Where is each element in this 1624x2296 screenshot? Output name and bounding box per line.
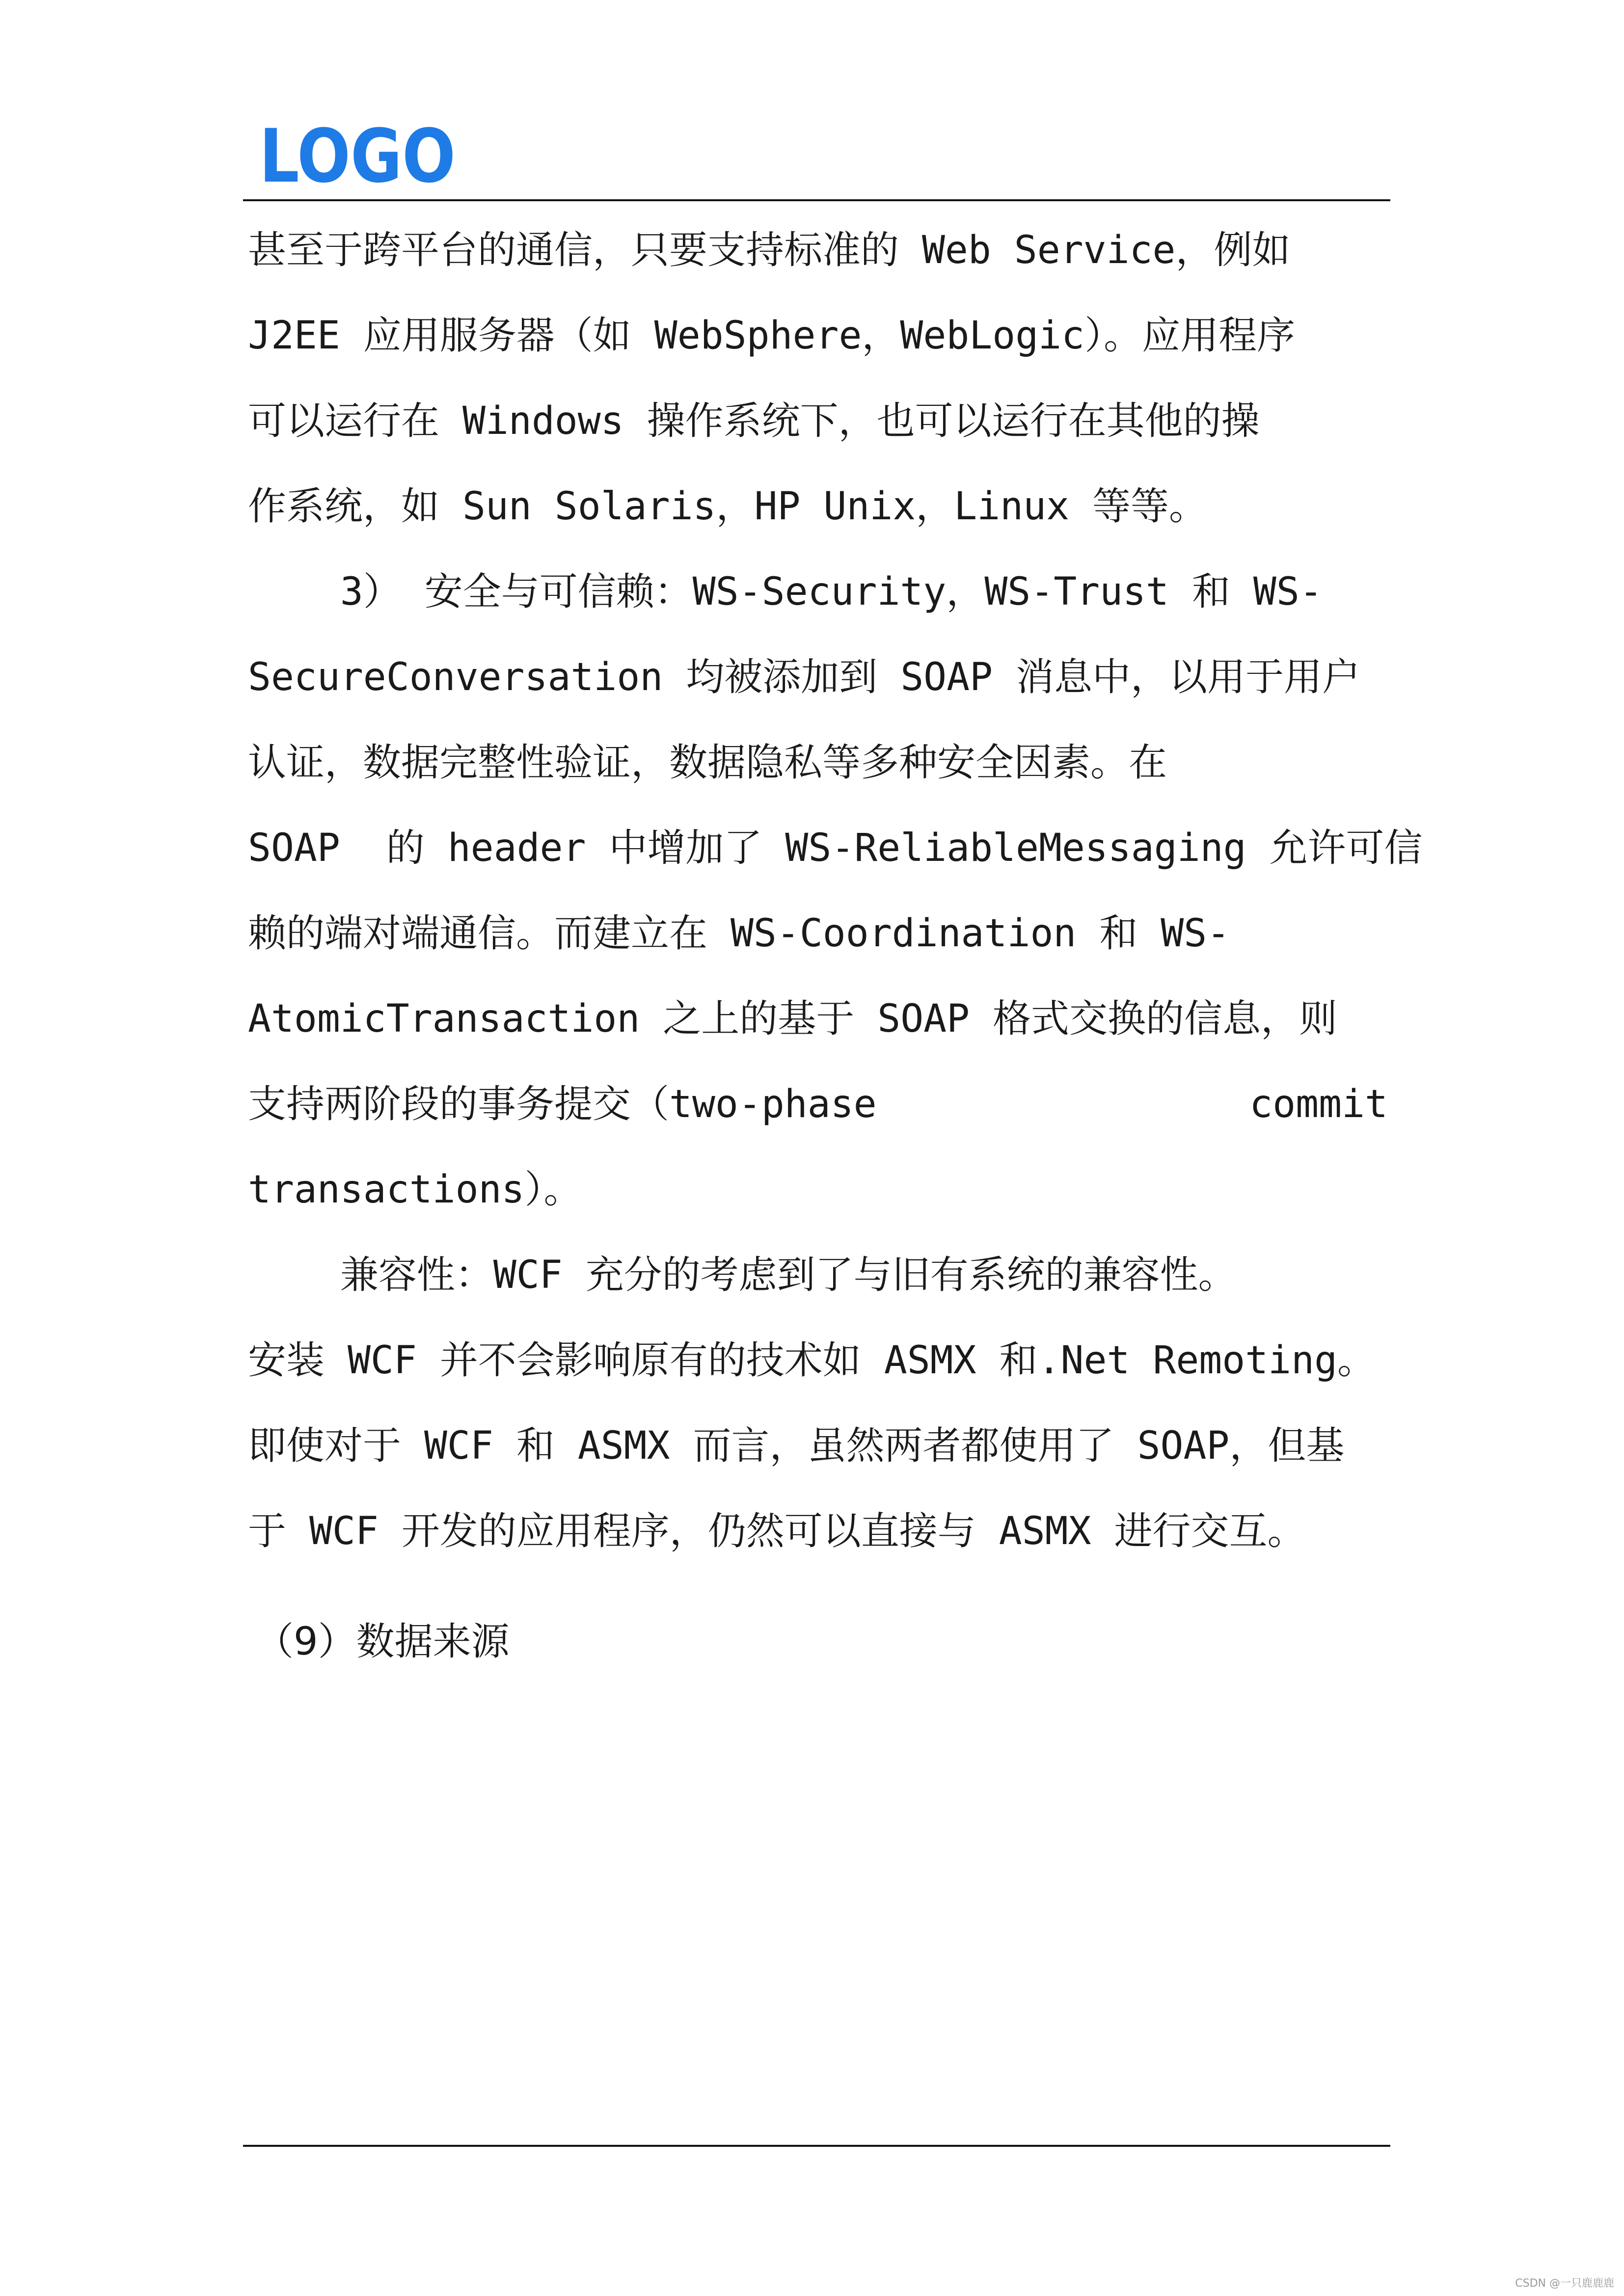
logo-text: LOGO <box>259 114 456 199</box>
text-line: transactions）。 <box>248 1168 582 1212</box>
text-line-justified <box>248 1080 1388 1129</box>
footer-divider <box>243 2145 1390 2147</box>
text-line: 即使对于 WCF 和 ASMX 而言，虽然两者都使用了 SOAP，但基 <box>248 1424 1345 1468</box>
text-line: 3） 安全与可信赖：WS-Security，WS-Trust 和 WS- <box>248 570 1323 614</box>
text-line: 作系统，如 Sun Solaris，HP Unix，Linux 等等。 <box>248 484 1207 529</box>
text-line: SecureConversation 均被添加到 SOAP 消息中，以用于用户 <box>248 655 1360 699</box>
header-divider <box>243 199 1390 201</box>
text-line: 可以运行在 Windows 操作系统下，也可以运行在其他的操 <box>248 399 1260 443</box>
text-line-right: commit <box>1249 1082 1388 1126</box>
text-line: 安装 WCF 并不会影响原有的技术如 ASMX 和.Net Remoting。 <box>248 1338 1376 1383</box>
text-line: SOAP 的 header 中增加了 WS-ReliableMessaging 允许可信 <box>248 826 1423 870</box>
text-line: J2EE 应用服务器（如 WebSphere，WebLogic）。应用程序 <box>248 314 1296 358</box>
logo <box>259 114 456 199</box>
text-line: 于 WCF 开发的应用程序，仍然可以直接与 ASMX 进行交互。 <box>248 1509 1306 1553</box>
section-heading: （9）数据来源 <box>255 1620 510 1664</box>
text-line-left: 支持两阶段的事务提交（two-phase <box>248 1082 877 1126</box>
text-line: 赖的端对端通信。而建立在 WS-Coordination 和 WS- <box>248 911 1230 956</box>
text-line: 认证，数据完整性验证，数据隐私等多种安全因素。在 <box>248 741 1167 785</box>
text-line: 甚至于跨平台的通信，只要支持标准的 Web Service，例如 <box>248 228 1291 272</box>
watermark: CSDN @一只鹿鹿鹿 <box>1515 2277 1614 2290</box>
text-line: AtomicTransaction 之上的基于 SOAP 格式交换的信息，则 <box>248 997 1338 1041</box>
text-line: 兼容性：WCF 充分的考虑到了与旧有系统的兼容性。 <box>248 1253 1237 1297</box>
